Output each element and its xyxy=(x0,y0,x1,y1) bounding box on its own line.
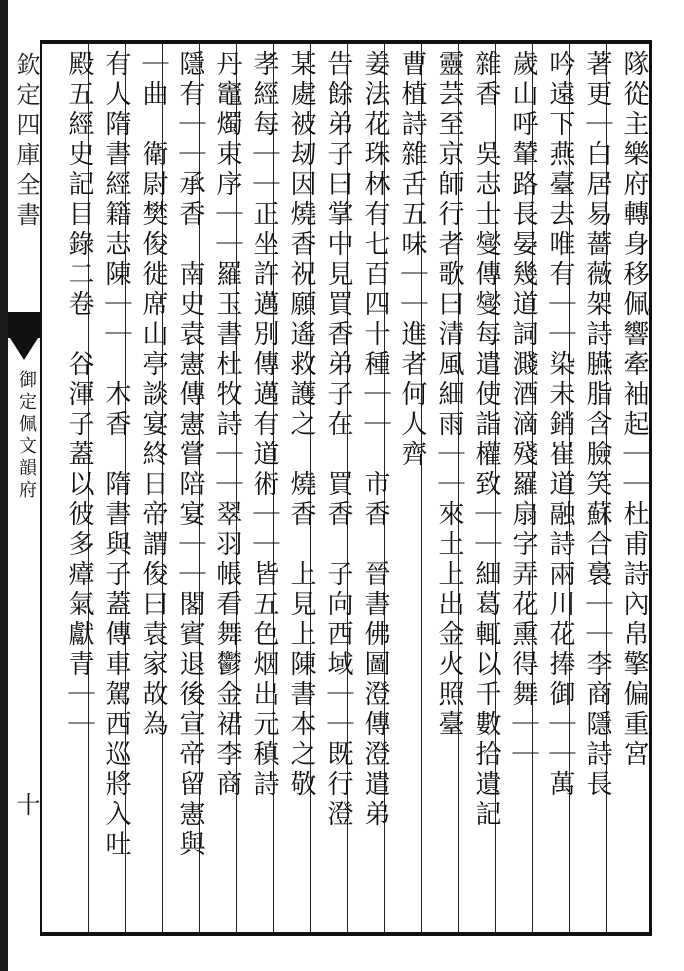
text-column: 吟遠下燕臺去唯有｜｜染未銷崔道融詩兩川花捧御｜｜萬 xyxy=(545,50,575,800)
text-column: ｜曲 衛尉樊俊徙席山亭談宴終日帝謂俊曰袁家故為 xyxy=(138,50,168,740)
text-columns xyxy=(54,50,649,920)
book-subtitle: 御定佩文韻府 xyxy=(16,370,37,502)
page-number: 十 xyxy=(12,792,40,816)
text-column: 隱有｜｜承香 南史袁憲傳憲嘗陪宴｜｜閣賓退後宣帝留憲與 xyxy=(175,50,205,860)
text-column: 有人隋書經籍志陳｜｜ 木香 隋書與子蓋傳車駕西巡將入吐 xyxy=(101,50,131,860)
scan-edge xyxy=(0,0,8,971)
text-column: 雜香 吳志士燮傳燮每遣使詣權致｜｜細葛輒以千數拾遺記 xyxy=(471,50,501,830)
text-column: 姜法花珠林有七百四十種｜｜ 市香 晉書佛圖澄傳澄遣弟 xyxy=(360,50,390,830)
text-column: 殿五經史記目錄二卷 谷渾子蓋以彼多瘴氣獻青｜｜ xyxy=(64,50,94,740)
text-column: 著更｜白居易薔薇架詩臙脂含臉笑蘇合裛｜｜李商隱詩長 xyxy=(582,50,612,800)
text-column: 靈芸至京師行者歌曰清風細雨｜｜來土上出金火照臺 xyxy=(434,50,464,740)
margin-black-band xyxy=(8,312,40,338)
text-column: 曹植詩雜舌五味｜｜進者何人齊 xyxy=(397,50,427,470)
text-column: 丹竈燭束序｜｜羅玉書杜牧詩｜｜翠羽帳看舞鬱金裙李商 xyxy=(212,50,242,800)
text-column: 孝經每｜｜正坐許邁別傳邁有道術｜｜皆五色烟出元稹詩 xyxy=(249,50,279,800)
text-column: 某處被刼因燒香祝願遙救護之 燒香 上見上陳書本之敬 xyxy=(286,50,316,800)
fish-tail-mark xyxy=(10,338,38,360)
text-column: 歲山呼輦路長晏幾道詞濺酒滴殘羅扇字弄花熏得舞｜｜ xyxy=(508,50,538,770)
book-title: 欽定四庫全書 xyxy=(12,52,40,232)
page-margin xyxy=(8,40,42,936)
text-column: 隊從主樂府轉身移佩響牽袖起｜｜杜甫詩內帛擎偏重宮 xyxy=(619,50,649,770)
text-column: 告餘弟子曰掌中見買香弟子在 買香 子向西域｜｜既行澄 xyxy=(323,50,353,830)
